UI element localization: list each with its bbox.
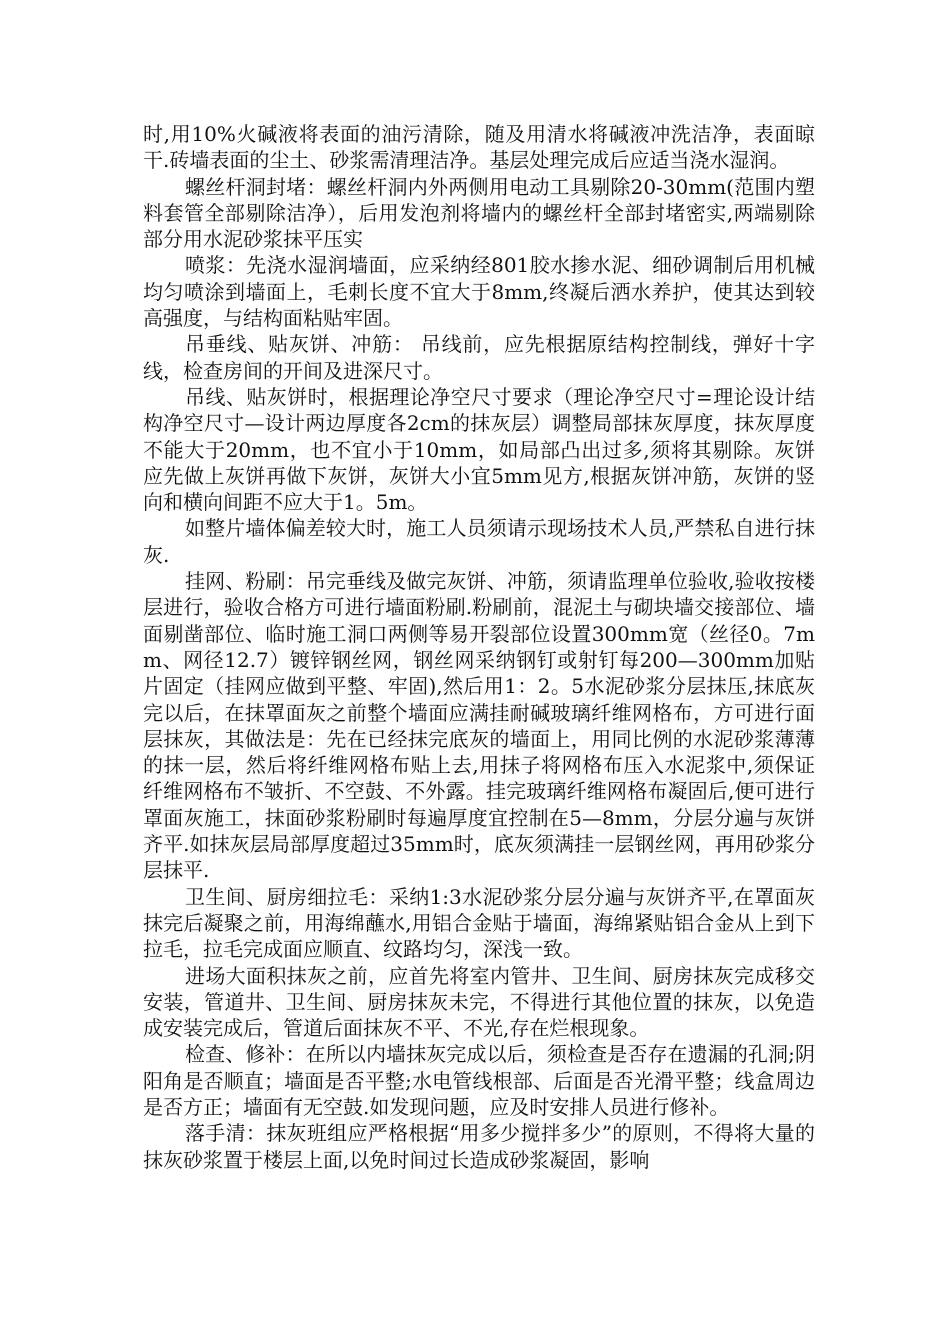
paragraph-substrate-cleaning: 时,用10%火碱液将表面的油污清除，随及用清水将碱液冲洗洁净，表面晾干.砖墙表面的尘土、砂浆需清理洁净。基层处理完成后应适当浇水湿润。 (143, 122, 815, 173)
paragraph-bathroom-roughening: 卫生间、厨房细拉毛：采纳1:3水泥砂浆分层分遍与灰饼齐平,在罩面灰抹完后凝聚之前，用海绵蘸水,用铝合金贴于墙面，海绵紧贴铝合金从上到下拉毛，拉毛完成面应顺直、纹路均匀，深浅一致。 (143, 884, 815, 962)
paragraph-site-cleanup: 落手清：抹灰班组应严格根据“用多少搅拌多少”的原则，不得将大量的抹灰砂浆置于楼层上面,以免时间过长造成砂浆凝固，影响 (143, 1121, 815, 1172)
paragraph-mesh-plastering: 挂网、粉刷：吊完垂线及做完灰饼、冲筋，须请监理单位验收,验收按楼层进行，验收合格方可进行墙面粉刷.粉刷前，混泥土与砌块墙交接部位、墙面剔凿部位、临时施工洞口两侧等易开裂部位设置300mm宽（丝径0。7mm、网径12.7）镀锌钢丝网，钢丝网采纳钢钉或射钉每200—300mm加贴片固定（挂网应做到平整、牢固),然后用1：2。5水泥砂浆分层抹压,抹底灰完以后，在抹罩面灰之前整个墙面应满挂耐碱玻璃纤维网格布，方可进行面层抹灰，其做法是：先在已经抹完底灰的墙面上，用同比例的水泥砂浆薄薄的抹一层，然后将纤维网格布贴上去,用抹子将网格布压入水泥浆中,须保证纤维网格布不皱折、不空鼓、不外露。挂完玻璃纤维网格布凝固后,便可进行罩面灰施工，抹面砂浆粉刷时每遍厚度宜控制在5—8mm，分层分遍与灰饼齐平.如抹灰层局部厚度超过35mm时，底灰须满挂一层钢丝网，再用砂浆分层抹平. (143, 569, 815, 883)
paragraph-large-area-plastering: 进场大面积抹灰之前，应首先将室内管井、卫生间、厨房抹灰完成移交安装，管道井、卫生间、厨房抹灰未完，不得进行其他位置的抹灰，以免造成安装完成后，管道后面抹灰不平、不光,存在烂根现象。 (143, 963, 815, 1041)
paragraph-screw-hole-sealing: 螺丝杆洞封堵：螺丝杆洞内外两侧用电动工具剔除20-30mm(范围内塑料套管全部剔除洁净），后用发泡剂将墙内的螺丝杆全部封堵密实,两端剔除部分用水泥砂浆抹平压实 (143, 174, 815, 252)
paragraph-inspection-repair: 检查、修补：在所以内墙抹灰完成以后，须检查是否存在遗漏的孔洞;阴阳角是否顺直；墙面是否平整;水电管线根部、后面是否光滑平整；线盒周边是否方正；墙面有无空鼓.如发现问题，应及时安排人员进行修补。 (143, 1042, 815, 1119)
paragraph-plaster-pads: 吊线、贴灰饼时，根据理论净空尺寸要求（理论净空尺寸=理论设计结构净空尺寸—设计两边厚度各2cm的抹灰层）调整局部抹灰厚度，抹灰厚度不能大于20mm，也不宜小于10mm，如局部凸出过多,须将其剔除。灰饼应先做上灰饼再做下灰饼，灰饼大小宜5mm见方,根据灰饼冲筋，灰饼的竖向和横向间距不应大于1。5m。 (143, 384, 815, 515)
paragraph-plumb-line: 吊垂线、贴灰饼、冲筋： 吊线前，应先根据原结构控制线，弹好十字线，检查房间的开间及进深尺寸。 (143, 332, 815, 383)
paragraph-spray-slurry: 喷浆：先浇水湿润墙面，应采纳经801胶水掺水泥、细砂调制后用机械均匀喷涂到墙面上，毛刺长度不宜大于8mm,终凝后洒水养护，使其达到较高强度，与结构面粘贴牢固。 (143, 253, 815, 331)
document-body (143, 121, 815, 1173)
paragraph-wall-deviation: 如整片墙体偏差较大时，施工人员须请示现场技术人员,严禁私自进行抹灰. (143, 516, 815, 567)
